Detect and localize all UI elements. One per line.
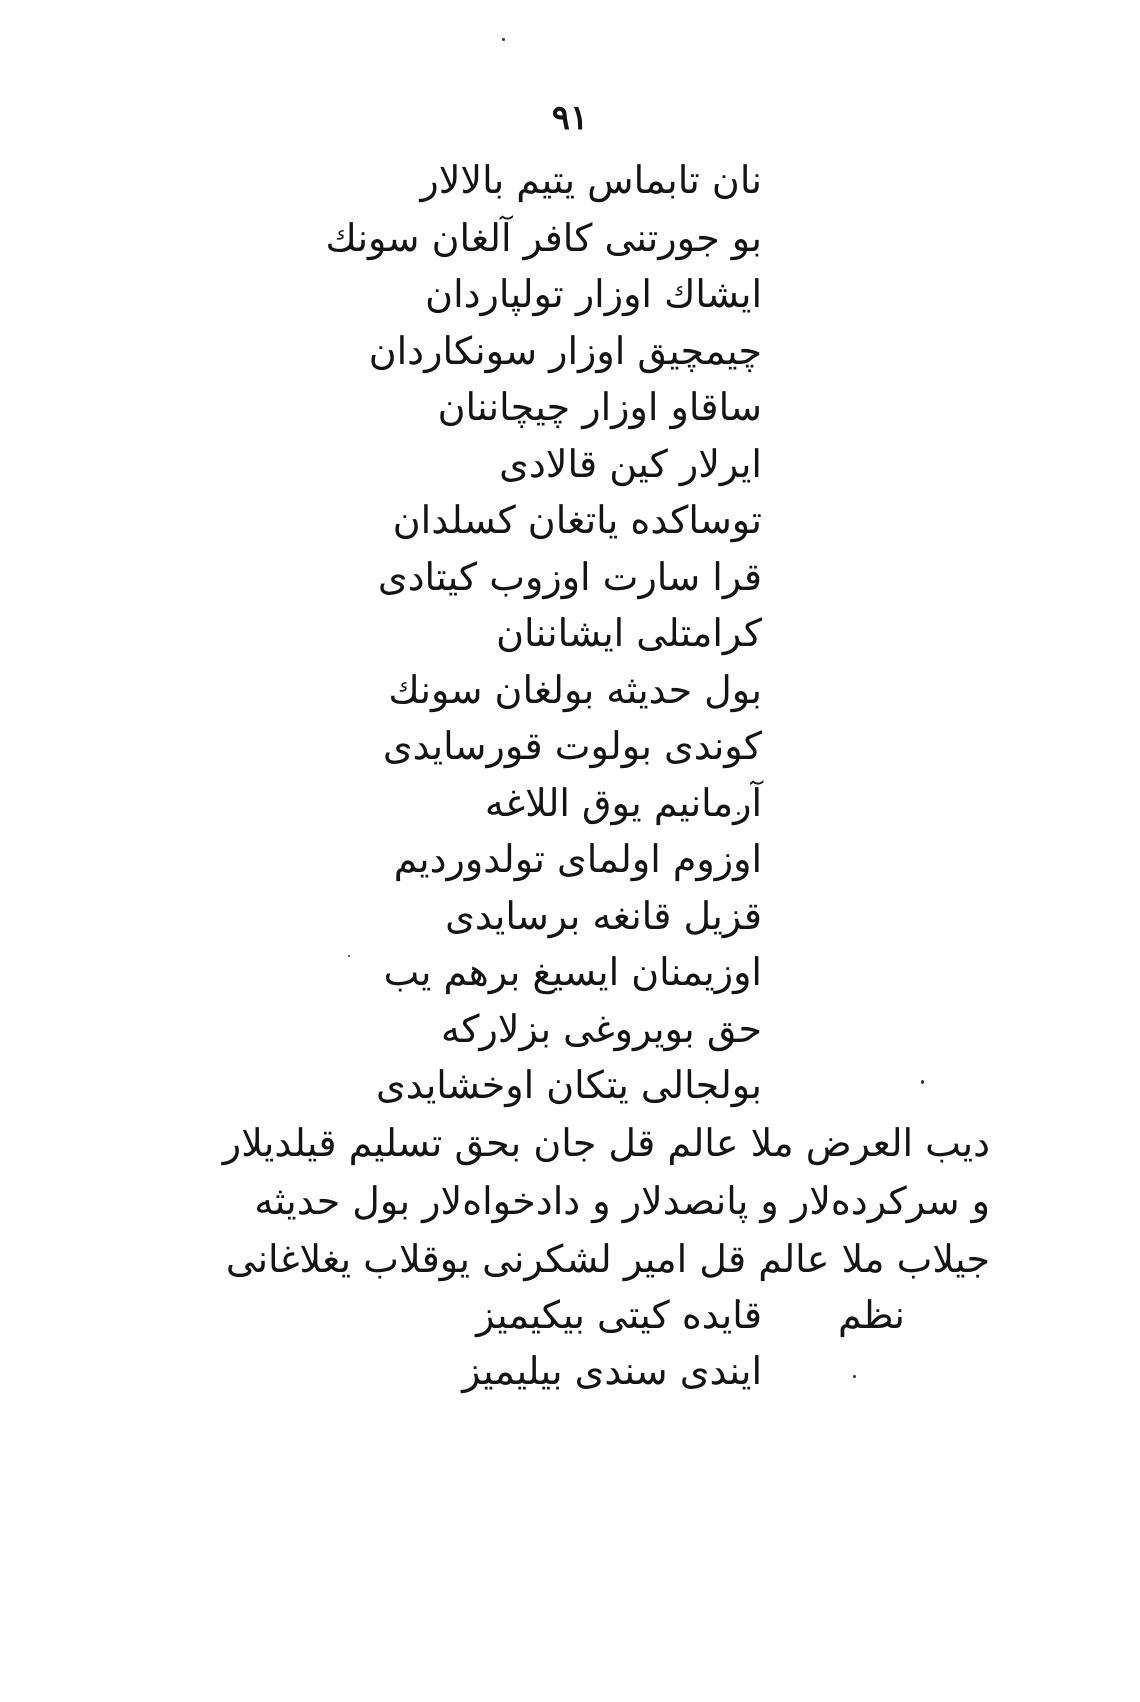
verse-line: چیمچیق اوزار سونکاردان — [368, 329, 762, 373]
verse-line: ایرلار کین قالادی — [499, 442, 762, 486]
verse-line: توساکده یاتغان کسلدان — [392, 498, 762, 542]
verse-heading: نظم — [837, 1293, 905, 1337]
prose-line: و سرکرده‌لار و پانصدلار و دادخواه‌لار بول حدیثه — [254, 1179, 990, 1223]
ink-speck — [853, 1375, 856, 1378]
verse-line: ایشاك اوزار تولپاردان — [425, 272, 762, 316]
verse-line: قرا سارت اوزوب کیتادی — [377, 555, 762, 599]
verse-line: نان تابماس یتیم بالالار — [420, 158, 762, 202]
ink-speck — [502, 38, 505, 41]
verse-line: اوزیمنان ایسیغ برهم یب — [383, 950, 762, 994]
verse-line: کوندی بولوت قورسایدی — [382, 724, 762, 768]
ink-speck — [921, 1080, 924, 1084]
verse-line: قزیل قانغه برسایدی — [445, 894, 762, 938]
verse-line: بو جورتنی کافر آلغان سونك — [325, 216, 762, 260]
page-number: ٩١ — [551, 98, 589, 138]
verse-line: ایندی سندی بیلیمیز — [462, 1349, 762, 1393]
verse-line: آرمانیم یوق اللاغه — [484, 781, 762, 825]
verse-line: حق بویروغی بزلارکه — [440, 1007, 762, 1051]
prose-line: دیب العرض ملا عالم قل جان بحق تسلیم قیلدیلار — [222, 1121, 990, 1165]
verse-line: اوزوم اولمای تولدوردیم — [393, 837, 762, 881]
prose-line: جیلاب ملا عالم قل امیر لشکرنی یوقلاب یغلاغانی — [225, 1237, 990, 1281]
verse-line: بولجالی یتکان اوخشایدی — [376, 1063, 762, 1107]
verse-line: بول حدیثه بولغان سونك — [388, 668, 762, 712]
verse-line: کرامتلی ایشاننان — [496, 611, 762, 655]
verse-line: قایده کیتی بیکیمیز — [476, 1293, 762, 1337]
verse-line: ساقاو اوزار چیچاننان — [437, 385, 762, 429]
ink-speck — [348, 955, 350, 957]
